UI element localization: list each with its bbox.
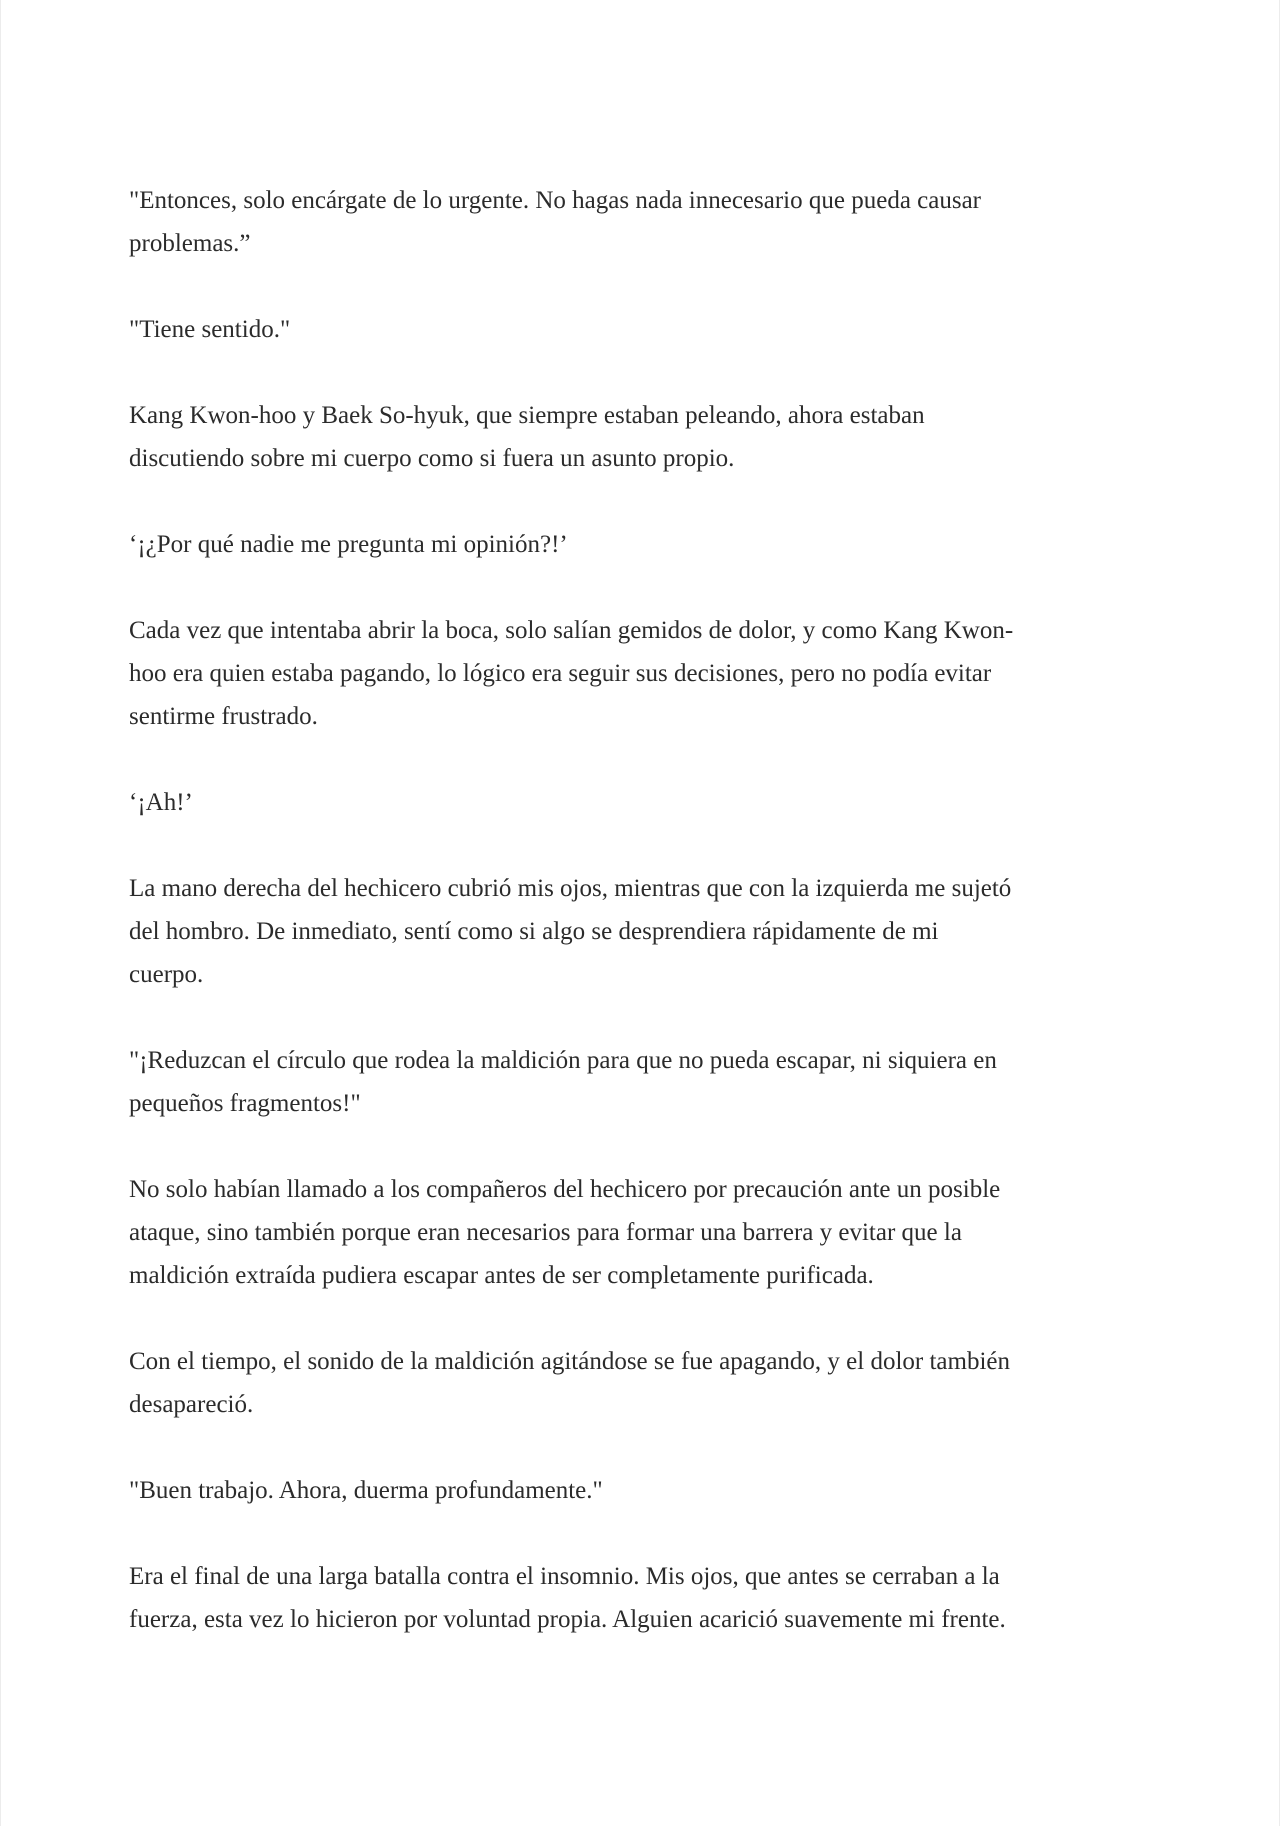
paragraph bbox=[129, 1168, 1189, 1297]
paragraph bbox=[129, 179, 1189, 265]
text-line: "Entonces, solo encárgate de lo urgente. No hagas nada innecesario que pueda causar bbox=[129, 187, 982, 214]
paragraph bbox=[129, 1469, 1189, 1512]
text-line: hoo era quien estaba pagando, lo lógico era seguir sus decisiones, pero no podía evitar bbox=[129, 660, 992, 687]
text-line: Cada vez que intentaba abrir la boca, solo salían gemidos de dolor, y como Kang Kwon- bbox=[129, 617, 1014, 644]
paragraph bbox=[129, 523, 1189, 566]
text-line: discutiendo sobre mi cuerpo como si fuera un asunto propio. bbox=[129, 445, 735, 472]
paragraph bbox=[129, 1039, 1189, 1125]
text-line: del hombro. De inmediato, sentí como si algo se desprendiera rápidamente de mi bbox=[129, 918, 939, 945]
text-line: maldición extraída pudiera escapar antes de ser completamente purificada. bbox=[129, 1262, 874, 1289]
text-line: problemas.” bbox=[129, 230, 251, 257]
text-line: Kang Kwon-hoo y Baek So-hyuk, que siempre estaban peleando, ahora estaban bbox=[129, 402, 925, 429]
paragraph bbox=[129, 867, 1189, 996]
text-line: La mano derecha del hechicero cubrió mis ojos, mientras que con la izquierda me sujetó bbox=[129, 875, 1012, 902]
paragraph bbox=[129, 609, 1189, 738]
text-line: No solo habían llamado a los compañeros del hechicero por precaución ante un posible bbox=[129, 1176, 1001, 1203]
page-edge-left bbox=[0, 0, 1, 1826]
text-line: fuerza, esta vez lo hicieron por voluntad propia. Alguien acarició suavemente mi frente. bbox=[129, 1606, 1006, 1633]
text-line: ataque, sino también porque eran necesarios para formar una barrera y evitar que la bbox=[129, 1219, 962, 1246]
paragraph bbox=[129, 308, 1189, 351]
text-line: "Tiene sentido." bbox=[129, 316, 291, 343]
text-line: desapareció. bbox=[129, 1391, 254, 1418]
document-page bbox=[129, 179, 1189, 1684]
text-line: sentirme frustrado. bbox=[129, 703, 318, 730]
text-line: Con el tiempo, el sonido de la maldición agitándose se fue apagando, y el dolor también bbox=[129, 1348, 1011, 1375]
text-line: cuerpo. bbox=[129, 961, 204, 988]
text-line: ‘¡Ah!’ bbox=[129, 789, 193, 816]
text-line: ‘¡¿Por qué nadie me pregunta mi opinión?!’ bbox=[129, 531, 568, 558]
paragraph bbox=[129, 1340, 1189, 1426]
text-line: "¡Reduzcan el círculo que rodea la maldición para que no pueda escapar, ni siquiera en bbox=[129, 1047, 997, 1074]
paragraph bbox=[129, 394, 1189, 480]
text-line: pequeños fragmentos!" bbox=[129, 1090, 361, 1117]
text-line: Era el final de una larga batalla contra el insomnio. Mis ojos, que antes se cerraban a la bbox=[129, 1563, 1000, 1590]
paragraph bbox=[129, 1555, 1189, 1641]
paragraph bbox=[129, 781, 1189, 824]
text-line: "Buen trabajo. Ahora, duerma profundamente." bbox=[129, 1477, 603, 1504]
